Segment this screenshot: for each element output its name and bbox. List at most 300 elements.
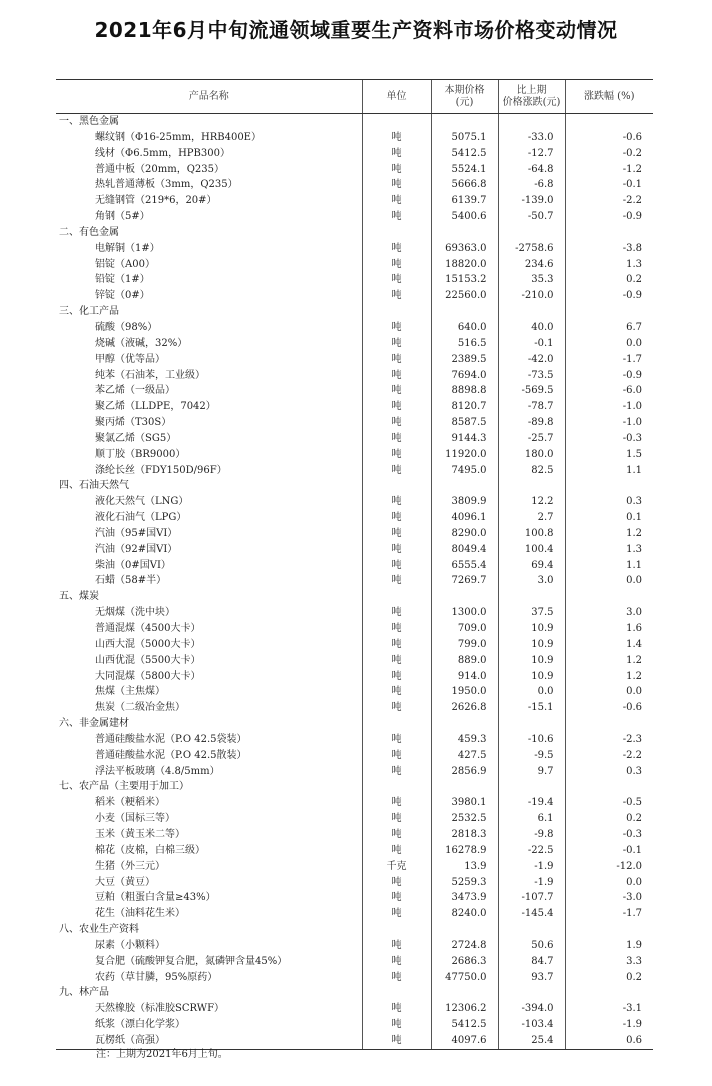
product-price-change: -569.5 xyxy=(498,383,565,399)
product-price-change: -15.1 xyxy=(498,700,565,716)
product-price-change: -1.9 xyxy=(498,859,565,875)
product-change-percent: 0.2 xyxy=(565,272,653,288)
product-price: 9144.3 xyxy=(431,431,498,447)
product-name: 复合肥（硫酸钾复合肥，氮磷钾含量45%） xyxy=(95,955,288,967)
category-name: 一、黑色金属 xyxy=(59,116,119,127)
table-row xyxy=(56,732,653,748)
category-change-empty xyxy=(498,985,565,1001)
product-unit: 吨 xyxy=(362,764,431,780)
product-unit: 吨 xyxy=(362,415,431,431)
product-change-percent: -1.2 xyxy=(565,162,653,178)
product-price: 2686.3 xyxy=(431,954,498,970)
product-name: 普通中板（20mm，Q235） xyxy=(95,163,224,175)
category-change-empty xyxy=(498,304,565,320)
category-unit-empty xyxy=(362,304,431,320)
category-pct-empty xyxy=(565,922,653,938)
product-unit: 吨 xyxy=(362,383,431,399)
category-price-empty xyxy=(431,589,498,605)
product-change-percent: 0.0 xyxy=(565,336,653,352)
product-name: 电解铜（1#） xyxy=(95,242,160,254)
product-price-change: -107.7 xyxy=(498,890,565,906)
category-price-empty xyxy=(431,985,498,1001)
product-price: 4096.1 xyxy=(431,510,498,526)
product-price: 1300.0 xyxy=(431,605,498,621)
product-price-change: 0.0 xyxy=(498,684,565,700)
product-price: 5400.6 xyxy=(431,209,498,225)
table-row xyxy=(56,573,653,589)
table-row xyxy=(56,510,653,526)
category-unit-empty xyxy=(362,589,431,605)
product-price: 2389.5 xyxy=(431,352,498,368)
table-row xyxy=(56,906,653,922)
product-name: 汽油（92#国VI） xyxy=(95,543,178,555)
product-change-percent: 0.0 xyxy=(565,573,653,589)
category-name: 六、非金属建材 xyxy=(59,718,129,730)
product-price: 2626.8 xyxy=(431,700,498,716)
table-row xyxy=(56,843,653,859)
product-unit: 吨 xyxy=(362,431,431,447)
category-change-empty xyxy=(498,716,565,732)
product-change-percent: 1.3 xyxy=(565,542,653,558)
product-price: 5524.1 xyxy=(431,162,498,178)
product-price-change: 84.7 xyxy=(498,954,565,970)
product-unit: 吨 xyxy=(362,494,431,510)
product-name: 聚氯乙烯（SG5） xyxy=(95,432,177,444)
table-row xyxy=(56,637,653,653)
product-name: 角钢（5#） xyxy=(95,211,150,223)
category-unit-empty xyxy=(362,716,431,732)
product-price: 4097.6 xyxy=(431,1033,498,1049)
product-name: 苯乙烯（一级品） xyxy=(95,385,175,397)
product-name: 石蜡（58#半） xyxy=(95,575,167,587)
table-row xyxy=(56,526,653,542)
product-name: 尿素（小颗料） xyxy=(95,939,165,951)
product-unit: 吨 xyxy=(362,558,431,574)
table-row xyxy=(56,241,653,257)
product-name: 线材（Φ6.5mm，HPB300） xyxy=(95,147,230,159)
product-price-change: 50.6 xyxy=(498,938,565,954)
category-price-empty xyxy=(431,478,498,494)
product-change-percent: 1.2 xyxy=(565,653,653,669)
product-price-change: 10.9 xyxy=(498,621,565,637)
product-name: 浮法平板玻璃（4.8/5mm） xyxy=(95,765,220,777)
category-row xyxy=(56,922,653,938)
product-price-change: -12.7 xyxy=(498,146,565,162)
product-price: 1950.0 xyxy=(431,684,498,700)
category-row xyxy=(56,114,653,130)
product-name: 瓦楞纸（高强） xyxy=(56,1033,362,1049)
product-price: 5075.1 xyxy=(431,130,498,146)
product-unit: 吨 xyxy=(362,906,431,922)
product-change-percent: -2.2 xyxy=(565,748,653,764)
table-row xyxy=(56,368,653,384)
product-unit: 吨 xyxy=(362,1017,431,1033)
product-price: 640.0 xyxy=(431,320,498,336)
product-price: 5412.5 xyxy=(431,1017,498,1033)
product-change-percent: -3.0 xyxy=(565,890,653,906)
product-price: 8587.5 xyxy=(431,415,498,431)
category-unit-empty xyxy=(362,114,431,130)
product-price-change: 234.6 xyxy=(498,257,565,273)
category-row xyxy=(56,304,653,320)
product-price-change: -25.7 xyxy=(498,431,565,447)
product-change-percent: -0.1 xyxy=(565,843,653,859)
product-change-percent: 1.9 xyxy=(565,938,653,954)
product-unit: 吨 xyxy=(362,732,431,748)
product-unit: 吨 xyxy=(362,542,431,558)
category-price-empty xyxy=(431,304,498,320)
price-table-container xyxy=(56,79,653,1050)
product-price: 799.0 xyxy=(431,637,498,653)
product-name: 大豆（黄豆） xyxy=(95,876,155,888)
product-unit: 吨 xyxy=(362,621,431,637)
product-name: 聚丙烯（T30S） xyxy=(95,417,172,429)
product-price-change: 10.9 xyxy=(498,669,565,685)
product-change-percent: 0.3 xyxy=(565,494,653,510)
header-current-price xyxy=(431,80,498,114)
table-row xyxy=(56,288,653,304)
product-unit: 吨 xyxy=(362,146,431,162)
product-name: 普通混煤（4500大卡） xyxy=(95,623,201,634)
product-price: 459.3 xyxy=(431,732,498,748)
product-name: 农药（草甘膦，95%原药） xyxy=(95,971,218,983)
table-row xyxy=(56,1017,653,1033)
product-price-change: 3.0 xyxy=(498,573,565,589)
table-row xyxy=(56,795,653,811)
category-unit-empty xyxy=(362,779,431,795)
product-price-change: -19.4 xyxy=(498,795,565,811)
product-name: 焦炭（二级冶金焦） xyxy=(95,702,185,714)
product-change-percent: -0.9 xyxy=(565,209,653,225)
product-unit: 吨 xyxy=(362,875,431,891)
table-row xyxy=(56,542,653,558)
header-unit: 单位 xyxy=(362,80,431,114)
product-change-percent: -0.3 xyxy=(565,431,653,447)
table-row xyxy=(56,177,653,193)
table-row xyxy=(56,193,653,209)
product-price-change: -103.4 xyxy=(498,1017,565,1033)
page-title: 2021年6月中旬流通领域重要生产资料市场价格变动情况 xyxy=(94,18,618,42)
product-name: 铅锭（1#） xyxy=(95,274,150,286)
product-unit: 吨 xyxy=(362,526,431,542)
product-unit: 吨 xyxy=(362,605,431,621)
product-change-percent: -3.1 xyxy=(565,1001,653,1017)
product-price-change: -394.0 xyxy=(498,1001,565,1017)
product-price: 13.9 xyxy=(431,859,498,875)
product-name: 螺纹钢（Φ16-25mm，HRB400E） xyxy=(95,131,261,143)
product-change-percent: -0.5 xyxy=(565,795,653,811)
table-row xyxy=(56,954,653,970)
product-price-change: -9.5 xyxy=(498,748,565,764)
product-price-change: 100.4 xyxy=(498,542,565,558)
product-price: 5259.3 xyxy=(431,875,498,891)
category-pct-empty xyxy=(565,114,653,130)
product-name: 山西大混（5000大卡） xyxy=(95,638,201,650)
product-name: 顺丁胶（BR9000） xyxy=(95,448,186,460)
category-unit-empty xyxy=(362,478,431,494)
product-name: 大同混煤（5800大卡） xyxy=(95,670,201,682)
table-row xyxy=(56,938,653,954)
product-price: 3980.1 xyxy=(431,795,498,811)
product-price: 914.0 xyxy=(431,669,498,685)
product-change-percent: 1.2 xyxy=(565,526,653,542)
product-change-percent: 0.1 xyxy=(565,510,653,526)
category-pct-empty xyxy=(565,478,653,494)
table-row xyxy=(56,336,653,352)
product-unit: 吨 xyxy=(362,970,431,986)
product-change-percent: -3.8 xyxy=(565,241,653,257)
product-name: 普通硅酸盐水泥（P.O 42.5袋装） xyxy=(95,733,247,745)
product-change-percent: 1.3 xyxy=(565,257,653,273)
product-change-percent: -1.7 xyxy=(565,906,653,922)
product-unit: 吨 xyxy=(362,1001,431,1017)
product-price-change: -73.5 xyxy=(498,368,565,384)
product-name: 涤纶长丝（FDY150D/96F） xyxy=(95,464,227,476)
product-name: 纸浆（漂白化学浆） xyxy=(95,1019,185,1031)
product-unit: 吨 xyxy=(362,700,431,716)
product-change-percent: -6.0 xyxy=(565,383,653,399)
product-unit: 吨 xyxy=(362,399,431,415)
product-unit: 吨 xyxy=(362,637,431,653)
product-change-percent: 0.3 xyxy=(565,764,653,780)
table-row xyxy=(56,272,653,288)
product-price-change: -6.8 xyxy=(498,177,565,193)
product-price: 12306.2 xyxy=(431,1001,498,1017)
product-change-percent: 1.5 xyxy=(565,447,653,463)
table-row xyxy=(56,653,653,669)
product-change-percent: 6.7 xyxy=(565,320,653,336)
table-row xyxy=(56,399,653,415)
header-product-name: 产品名称 xyxy=(56,80,362,114)
product-name: 焦煤（主焦煤） xyxy=(95,686,165,698)
product-change-percent: 0.2 xyxy=(565,970,653,986)
table-row xyxy=(56,827,653,843)
product-change-percent: 1.4 xyxy=(565,637,653,653)
table-row xyxy=(56,463,653,479)
product-name: 花生（油料花生米） xyxy=(95,908,185,920)
footnote: 注：上期为2021年6月上旬。 xyxy=(96,1049,228,1060)
product-price-change: -78.7 xyxy=(498,399,565,415)
product-name: 硫酸（98%） xyxy=(95,321,158,333)
category-row xyxy=(56,716,653,732)
product-price: 16278.9 xyxy=(431,843,498,859)
category-change-empty xyxy=(498,779,565,795)
category-pct-empty xyxy=(565,985,653,1001)
table-row xyxy=(56,700,653,716)
category-row xyxy=(56,225,653,241)
product-change-percent: 0.2 xyxy=(565,811,653,827)
category-unit-empty xyxy=(362,985,431,1001)
product-price-change: 10.9 xyxy=(498,653,565,669)
product-unit: 吨 xyxy=(362,336,431,352)
product-name: 热轧普通薄板（3mm，Q235） xyxy=(95,179,238,191)
product-change-percent: -1.9 xyxy=(565,1017,653,1033)
product-unit: 吨 xyxy=(362,272,431,288)
category-row xyxy=(56,779,653,795)
product-unit: 吨 xyxy=(362,368,431,384)
category-name: 四、石油天然气 xyxy=(59,480,129,492)
table-body xyxy=(56,114,653,1050)
product-price-change: -1.9 xyxy=(498,875,565,891)
product-unit: 吨 xyxy=(362,1033,431,1049)
product-unit: 吨 xyxy=(362,795,431,811)
product-unit: 吨 xyxy=(362,463,431,479)
product-name: 烧碱（液碱，32%） xyxy=(95,337,188,349)
product-price-change: 6.1 xyxy=(498,811,565,827)
table-row xyxy=(56,764,653,780)
category-unit-empty xyxy=(362,225,431,241)
header-price-change xyxy=(498,80,565,114)
product-name: 山西优混（5500大卡） xyxy=(95,654,201,666)
product-unit: 千克 xyxy=(362,859,431,875)
product-price-change: -210.0 xyxy=(498,288,565,304)
category-pct-empty xyxy=(565,589,653,605)
product-price-change: -64.8 xyxy=(498,162,565,178)
header-price-change-line2: 价格涨跌(元) xyxy=(502,96,561,108)
table-row xyxy=(56,415,653,431)
product-price-change: -33.0 xyxy=(498,130,565,146)
product-unit: 吨 xyxy=(362,352,431,368)
category-row xyxy=(56,478,653,494)
header-price-change-line1: 比上期 xyxy=(516,84,547,96)
product-price-change: -2758.6 xyxy=(498,241,565,257)
product-name: 铝锭（A00） xyxy=(95,258,155,270)
product-price: 427.5 xyxy=(431,748,498,764)
product-price-change: 93.7 xyxy=(498,970,565,986)
category-unit-empty xyxy=(362,922,431,938)
product-change-percent: 1.1 xyxy=(565,558,653,574)
price-table xyxy=(56,79,653,1050)
product-price-change: -50.7 xyxy=(498,209,565,225)
product-name: 甲醇（优等品） xyxy=(95,353,165,365)
category-price-empty xyxy=(431,779,498,795)
table-row xyxy=(56,875,653,891)
product-change-percent: -0.6 xyxy=(565,700,653,716)
category-price-empty xyxy=(431,225,498,241)
product-unit: 吨 xyxy=(362,447,431,463)
product-price: 8120.7 xyxy=(431,399,498,415)
product-price-change: 82.5 xyxy=(498,463,565,479)
product-change-percent: -1.7 xyxy=(565,352,653,368)
product-price: 3473.9 xyxy=(431,890,498,906)
table-row xyxy=(56,684,653,700)
table-row xyxy=(56,1001,653,1017)
product-unit: 吨 xyxy=(362,954,431,970)
product-name: 液化石油气（LPG） xyxy=(95,512,187,524)
table-row xyxy=(56,970,653,986)
product-price: 2818.3 xyxy=(431,827,498,843)
category-change-empty xyxy=(498,114,565,130)
product-price-change: 10.9 xyxy=(498,637,565,653)
category-change-empty xyxy=(498,589,565,605)
product-price-change: 2.7 xyxy=(498,510,565,526)
product-unit: 吨 xyxy=(362,653,431,669)
header-current-price-line2: (元) xyxy=(455,96,474,108)
category-row xyxy=(56,589,653,605)
product-change-percent: -1.0 xyxy=(565,399,653,415)
product-price: 18820.0 xyxy=(431,257,498,273)
product-unit: 吨 xyxy=(362,162,431,178)
product-price: 889.0 xyxy=(431,653,498,669)
product-change-percent: -1.0 xyxy=(565,415,653,431)
category-price-empty xyxy=(431,716,498,732)
product-unit: 吨 xyxy=(362,209,431,225)
table-row xyxy=(56,352,653,368)
product-price: 47750.0 xyxy=(431,970,498,986)
product-name: 纯苯（石油苯，工业级） xyxy=(95,369,205,381)
product-change-percent: -0.2 xyxy=(565,146,653,162)
header-change-percent: 涨跌幅 (%) xyxy=(565,80,653,114)
product-change-percent: -0.3 xyxy=(565,827,653,843)
product-price: 11920.0 xyxy=(431,447,498,463)
product-price: 7495.0 xyxy=(431,463,498,479)
product-price: 6139.7 xyxy=(431,193,498,209)
table-row xyxy=(56,130,653,146)
product-price-change: 40.0 xyxy=(498,320,565,336)
product-name: 天然橡胶（标准胶SCRWF） xyxy=(95,1003,225,1015)
product-name: 豆粕（粗蛋白含量≥43%） xyxy=(95,892,216,904)
category-name: 五、煤炭 xyxy=(59,591,99,603)
product-price-change: -42.0 xyxy=(498,352,565,368)
product-unit: 吨 xyxy=(362,748,431,764)
table-row xyxy=(56,162,653,178)
table-row xyxy=(56,859,653,875)
table-row xyxy=(56,209,653,225)
product-price-change: -145.4 xyxy=(498,906,565,922)
category-change-empty xyxy=(498,922,565,938)
product-price: 15153.2 xyxy=(431,272,498,288)
category-pct-empty xyxy=(565,225,653,241)
product-name: 无缝钢管（219*6，20#） xyxy=(95,195,217,207)
product-price: 6555.4 xyxy=(431,558,498,574)
category-price-empty xyxy=(431,922,498,938)
product-unit: 吨 xyxy=(362,257,431,273)
product-price: 2856.9 xyxy=(431,764,498,780)
product-price: 5666.8 xyxy=(431,177,498,193)
product-price: 69363.0 xyxy=(431,241,498,257)
product-price-change: 180.0 xyxy=(498,447,565,463)
category-name: 二、有色金属 xyxy=(59,226,119,238)
table-row xyxy=(56,494,653,510)
product-price-change: -89.8 xyxy=(498,415,565,431)
product-change-percent: 1.2 xyxy=(565,669,653,685)
product-change-percent: 0.6 xyxy=(565,1033,653,1049)
product-unit: 吨 xyxy=(362,177,431,193)
product-price: 2532.5 xyxy=(431,811,498,827)
product-name: 生猪（外三元） xyxy=(95,860,165,872)
product-price-change: 25.4 xyxy=(498,1033,565,1049)
product-unit: 吨 xyxy=(362,573,431,589)
product-unit: 吨 xyxy=(362,241,431,257)
category-name: 九、林产品 xyxy=(59,987,109,999)
table-row xyxy=(56,621,653,637)
product-price-change: 9.7 xyxy=(498,764,565,780)
product-change-percent: -2.3 xyxy=(565,732,653,748)
product-change-percent: -0.1 xyxy=(565,177,653,193)
product-change-percent: 3.3 xyxy=(565,954,653,970)
category-row xyxy=(56,985,653,1001)
table-row xyxy=(56,748,653,764)
category-price-empty xyxy=(431,114,498,130)
product-change-percent: 0.0 xyxy=(565,684,653,700)
product-change-percent: 1.6 xyxy=(565,621,653,637)
table-row xyxy=(56,669,653,685)
product-price-change: -0.1 xyxy=(498,336,565,352)
table-row xyxy=(56,257,653,273)
product-name: 聚乙烯（LLDPE，7042） xyxy=(95,401,216,413)
product-price: 8240.0 xyxy=(431,906,498,922)
category-change-empty xyxy=(498,225,565,241)
